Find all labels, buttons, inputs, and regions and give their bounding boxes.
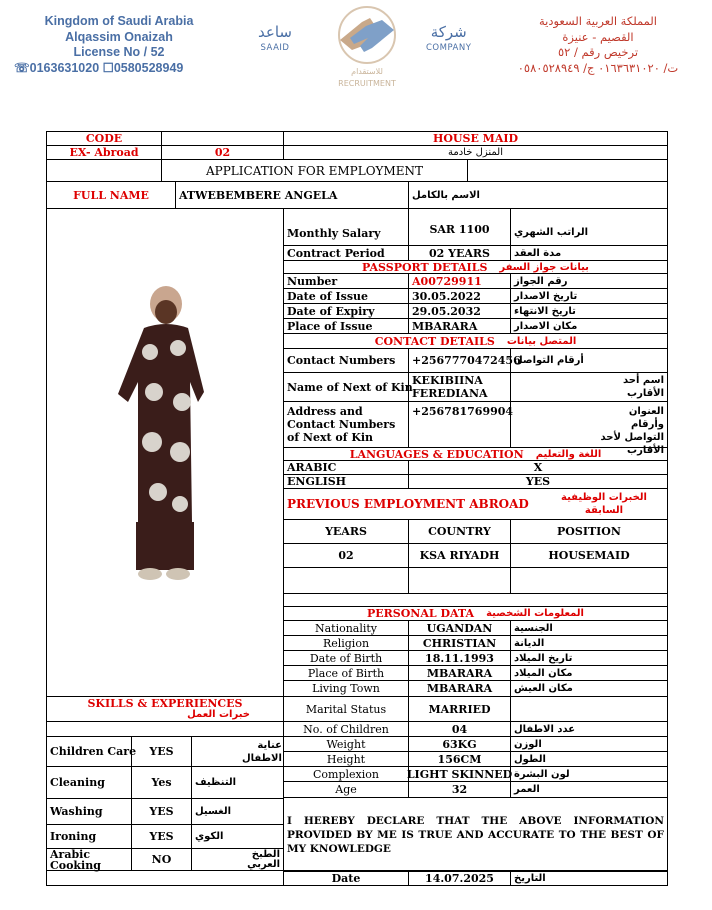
prev-empty-2 bbox=[408, 567, 511, 594]
lang-arabic-label: ARABIC bbox=[283, 460, 409, 475]
religion-label: Religion bbox=[283, 635, 409, 651]
nationality-label: Nationality bbox=[283, 620, 409, 636]
logo-subtitle bbox=[322, 66, 412, 90]
header-en-line-2: Alqassim Onaizah bbox=[65, 29, 173, 44]
living-town-ar: مكان العيش bbox=[510, 680, 668, 697]
height-ar: الطول bbox=[510, 751, 668, 767]
passport-expiry-label: Date of Expiry bbox=[283, 303, 409, 319]
salary-label: Monthly Salary bbox=[283, 208, 409, 246]
header-ar-line-1: المملكة العربية السعودية bbox=[539, 14, 657, 28]
passport-section-title bbox=[283, 260, 668, 274]
prev-header-years: YEARS bbox=[283, 519, 409, 544]
contact-title-en: CONTACT DETAILS bbox=[374, 334, 495, 348]
logo-left-ar: ساعد bbox=[258, 23, 292, 41]
kin-address-ar: العنوان وأرقام التواصل لأحد الأقارب bbox=[510, 401, 668, 448]
header-en-line-4: ☏0163631020 ☐0580528949 bbox=[14, 60, 184, 75]
position-ar: المنزل خادمة bbox=[283, 145, 668, 160]
kin-address-label: Address and Contact Numbers of Next of Kin bbox=[283, 401, 409, 448]
weight-value: 63KG bbox=[408, 736, 511, 752]
marital-value: MARRIED bbox=[408, 696, 511, 722]
header-en-line-3: License No / 52 bbox=[73, 45, 165, 59]
skill-cooking-value: NO bbox=[131, 848, 192, 871]
prev-position: HOUSEMAID bbox=[510, 543, 668, 568]
date-label: Date bbox=[283, 870, 409, 886]
skills-spacer bbox=[46, 721, 284, 737]
prev-empty-3 bbox=[510, 567, 668, 594]
skills-title-ar: خبرات العمل bbox=[187, 709, 250, 720]
passport-title-en: PASSPORT DETAILS bbox=[362, 260, 488, 274]
passport-place-value: MBARARA bbox=[408, 318, 511, 334]
next-of-kin-label: Name of Next of Kin bbox=[283, 372, 409, 402]
living-town-value: MBARARA bbox=[408, 680, 511, 697]
title-left-blank bbox=[46, 159, 162, 182]
contact-number-value: +2567770472456 bbox=[408, 348, 511, 373]
position-en: HOUSE MAID bbox=[283, 131, 668, 146]
skill-cooking-label: Arabic Cooking bbox=[46, 848, 132, 871]
contact-title-ar: المتصل بيانات bbox=[506, 335, 577, 347]
skills-section-title bbox=[46, 696, 284, 722]
contact-number-ar: أرقام التواصل bbox=[510, 348, 668, 373]
date-value: 14.07.2025 bbox=[408, 870, 511, 886]
marital-ar bbox=[510, 696, 668, 722]
personal-title-ar: المعلومات الشخصية bbox=[486, 608, 584, 619]
prev-title-en: PREVIOUS EMPLOYMENT ABROAD bbox=[287, 497, 529, 511]
logo-bottom-en: RECRUITMENT bbox=[338, 79, 396, 88]
logo-right-en: COMPANY bbox=[426, 43, 472, 53]
hands-logo-icon bbox=[322, 4, 412, 66]
languages-section-title bbox=[283, 447, 668, 461]
code-blank bbox=[161, 131, 284, 146]
prev-header-country: COUNTRY bbox=[408, 519, 511, 544]
header-ar-line-4: ت/ ٠١٦٣٦٣١٠٢٠ ج/ ٠٥٨٠٥٢٨٩٤٩ bbox=[517, 60, 679, 75]
lang-english-label: ENGLISH bbox=[283, 474, 409, 489]
header-en-line-1: Kingdom of Saudi Arabia bbox=[44, 14, 194, 28]
age-ar: العمر bbox=[510, 781, 668, 798]
passport-place-ar: مكان الاصدار bbox=[510, 318, 668, 334]
salary-ar: الراتب الشهري bbox=[510, 208, 668, 246]
skill-cleaning-ar: التنظيف bbox=[191, 766, 284, 799]
weight-ar: الوزن bbox=[510, 736, 668, 752]
height-label: Height bbox=[283, 751, 409, 767]
lang-title-en: LANGUAGES & EDUCATION bbox=[349, 447, 524, 461]
declaration-text: I HEREBY DECLARE THAT THE ABOVE INFORMATION PROVIDED BY ME IS TRUE AND ACCURATE TO THE BEST OF MY KNOWLEDGE bbox=[283, 797, 668, 872]
skill-cleaning-value: Yes bbox=[131, 766, 192, 799]
dob-ar: تاريخ الميلاد bbox=[510, 650, 668, 666]
code-label: CODE bbox=[46, 131, 162, 146]
logo-right-ar: شركة bbox=[430, 23, 467, 41]
logo-left-en: SAAID bbox=[260, 43, 290, 53]
logo-bottom-ar: للاستقدام bbox=[351, 67, 383, 76]
skill-washing-ar: الغسيل bbox=[191, 798, 284, 825]
full-name-value: ATWEBEMBERE ANGELA bbox=[175, 181, 409, 209]
lang-title-ar: اللغة والتعليم bbox=[535, 448, 602, 460]
dob-value: 18.11.1993 bbox=[408, 650, 511, 666]
skill-cleaning-label: Cleaning bbox=[46, 766, 132, 799]
logo-left-text bbox=[258, 24, 292, 56]
passport-issue-ar: تاريخ الاصدار bbox=[510, 288, 668, 304]
next-of-kin-value: KEKIBIINA FEREDIANA bbox=[408, 372, 511, 402]
prev-empty-1 bbox=[283, 567, 409, 594]
passport-expiry-value: 29.05.2032 bbox=[408, 303, 511, 319]
contract-label: Contract Period bbox=[283, 245, 409, 261]
passport-title-ar: بيانات جواز السفر bbox=[499, 261, 589, 273]
living-town-label: Living Town bbox=[283, 680, 409, 697]
passport-number-value: A00729911 bbox=[408, 273, 511, 289]
full-name-ar: الاسم بالكامل bbox=[408, 181, 668, 209]
weight-label: Weight bbox=[283, 736, 409, 752]
code-value: EX- Abroad bbox=[46, 145, 162, 160]
title-right-blank bbox=[467, 159, 668, 182]
header-ar-line-3: ترخيص رقم / ٥٢ bbox=[557, 45, 639, 59]
passport-issue-value: 30.05.2022 bbox=[408, 288, 511, 304]
skill-washing-value: YES bbox=[131, 798, 192, 825]
contract-value: 02 YEARS bbox=[408, 245, 511, 261]
form-title: APPLICATION FOR EMPLOYMENT bbox=[161, 159, 468, 182]
header-ar-line-2: القصيم - عنيزة bbox=[562, 29, 634, 44]
prev-employment-title bbox=[283, 488, 668, 520]
complexion-value: LIGHT SKINNED bbox=[406, 767, 513, 781]
applicant-photo bbox=[108, 282, 212, 582]
personal-section-title bbox=[283, 606, 668, 621]
passport-issue-label: Date of Issue bbox=[283, 288, 409, 304]
height-value: 156CM bbox=[408, 751, 511, 767]
prev-years: 02 bbox=[283, 543, 409, 568]
salary-value: SAR 1100 bbox=[408, 208, 511, 246]
header-english-block bbox=[14, 14, 224, 76]
kin-address-value: +256781769904 bbox=[408, 401, 511, 448]
complexion-label: Complexion bbox=[283, 766, 409, 782]
religion-ar: الديانة bbox=[510, 635, 668, 651]
full-name-label: FULL NAME bbox=[46, 181, 176, 209]
passport-number-ar: رقم الجواز bbox=[510, 273, 668, 289]
nationality-value: UGANDAN bbox=[408, 620, 511, 636]
age-value: 32 bbox=[408, 781, 511, 798]
contact-section-title bbox=[283, 333, 668, 349]
religion-value: CHRISTIAN bbox=[408, 635, 511, 651]
prev-header-position: POSITION bbox=[510, 519, 668, 544]
contact-number-label: Contact Numbers bbox=[283, 348, 409, 373]
pob-label: Place of Birth bbox=[283, 665, 409, 681]
logo-right-text bbox=[426, 24, 471, 56]
passport-place-label: Place of Issue bbox=[283, 318, 409, 334]
passport-number-label: Number bbox=[283, 273, 409, 289]
children-label: No. of Children bbox=[283, 721, 409, 737]
header-arabic-block bbox=[498, 14, 698, 76]
lang-arabic-value: X bbox=[408, 460, 668, 475]
date-left-blank bbox=[46, 870, 284, 886]
skill-ironing-label: Ironing bbox=[46, 824, 132, 849]
skill-children-ar: عناية الاطفال bbox=[191, 736, 284, 767]
skill-ironing-ar: الكوي bbox=[191, 824, 284, 849]
skill-children-label: Children Care bbox=[46, 736, 132, 767]
code-number: 02 bbox=[161, 145, 284, 160]
contract-ar: مدة العقد bbox=[510, 245, 668, 261]
pob-ar: مكان الميلاد bbox=[510, 665, 668, 681]
children-value: 04 bbox=[408, 721, 511, 737]
lang-english-value: YES bbox=[408, 474, 668, 489]
next-of-kin-ar: اسم أحد الأقارب bbox=[510, 372, 668, 402]
dob-label: Date of Birth bbox=[283, 650, 409, 666]
skill-ironing-value: YES bbox=[131, 824, 192, 849]
skill-washing-label: Washing bbox=[46, 798, 132, 825]
pob-value: MBARARA bbox=[408, 665, 511, 681]
children-ar: عدد الاطفال bbox=[510, 721, 668, 737]
prev-title-ar: الخبرات الوظيفية السابقة bbox=[561, 492, 647, 516]
marital-label: Marital Status bbox=[283, 696, 409, 722]
nationality-ar: الجنسية bbox=[510, 620, 668, 636]
age-label: Age bbox=[283, 781, 409, 798]
skill-cooking-ar: الطبخ العربي bbox=[191, 848, 284, 871]
date-ar: التاريخ bbox=[510, 870, 668, 886]
personal-title-en: PERSONAL DATA bbox=[366, 607, 475, 620]
passport-expiry-ar: تاريخ الانتهاء bbox=[510, 303, 668, 319]
prev-spacer bbox=[283, 593, 668, 607]
skill-children-value: YES bbox=[131, 736, 192, 767]
skills-title-en: SKILLS & EXPERIENCES bbox=[87, 697, 243, 710]
complexion-ar: لون البشرة bbox=[510, 766, 668, 782]
prev-country: KSA RIYADH bbox=[408, 543, 511, 568]
